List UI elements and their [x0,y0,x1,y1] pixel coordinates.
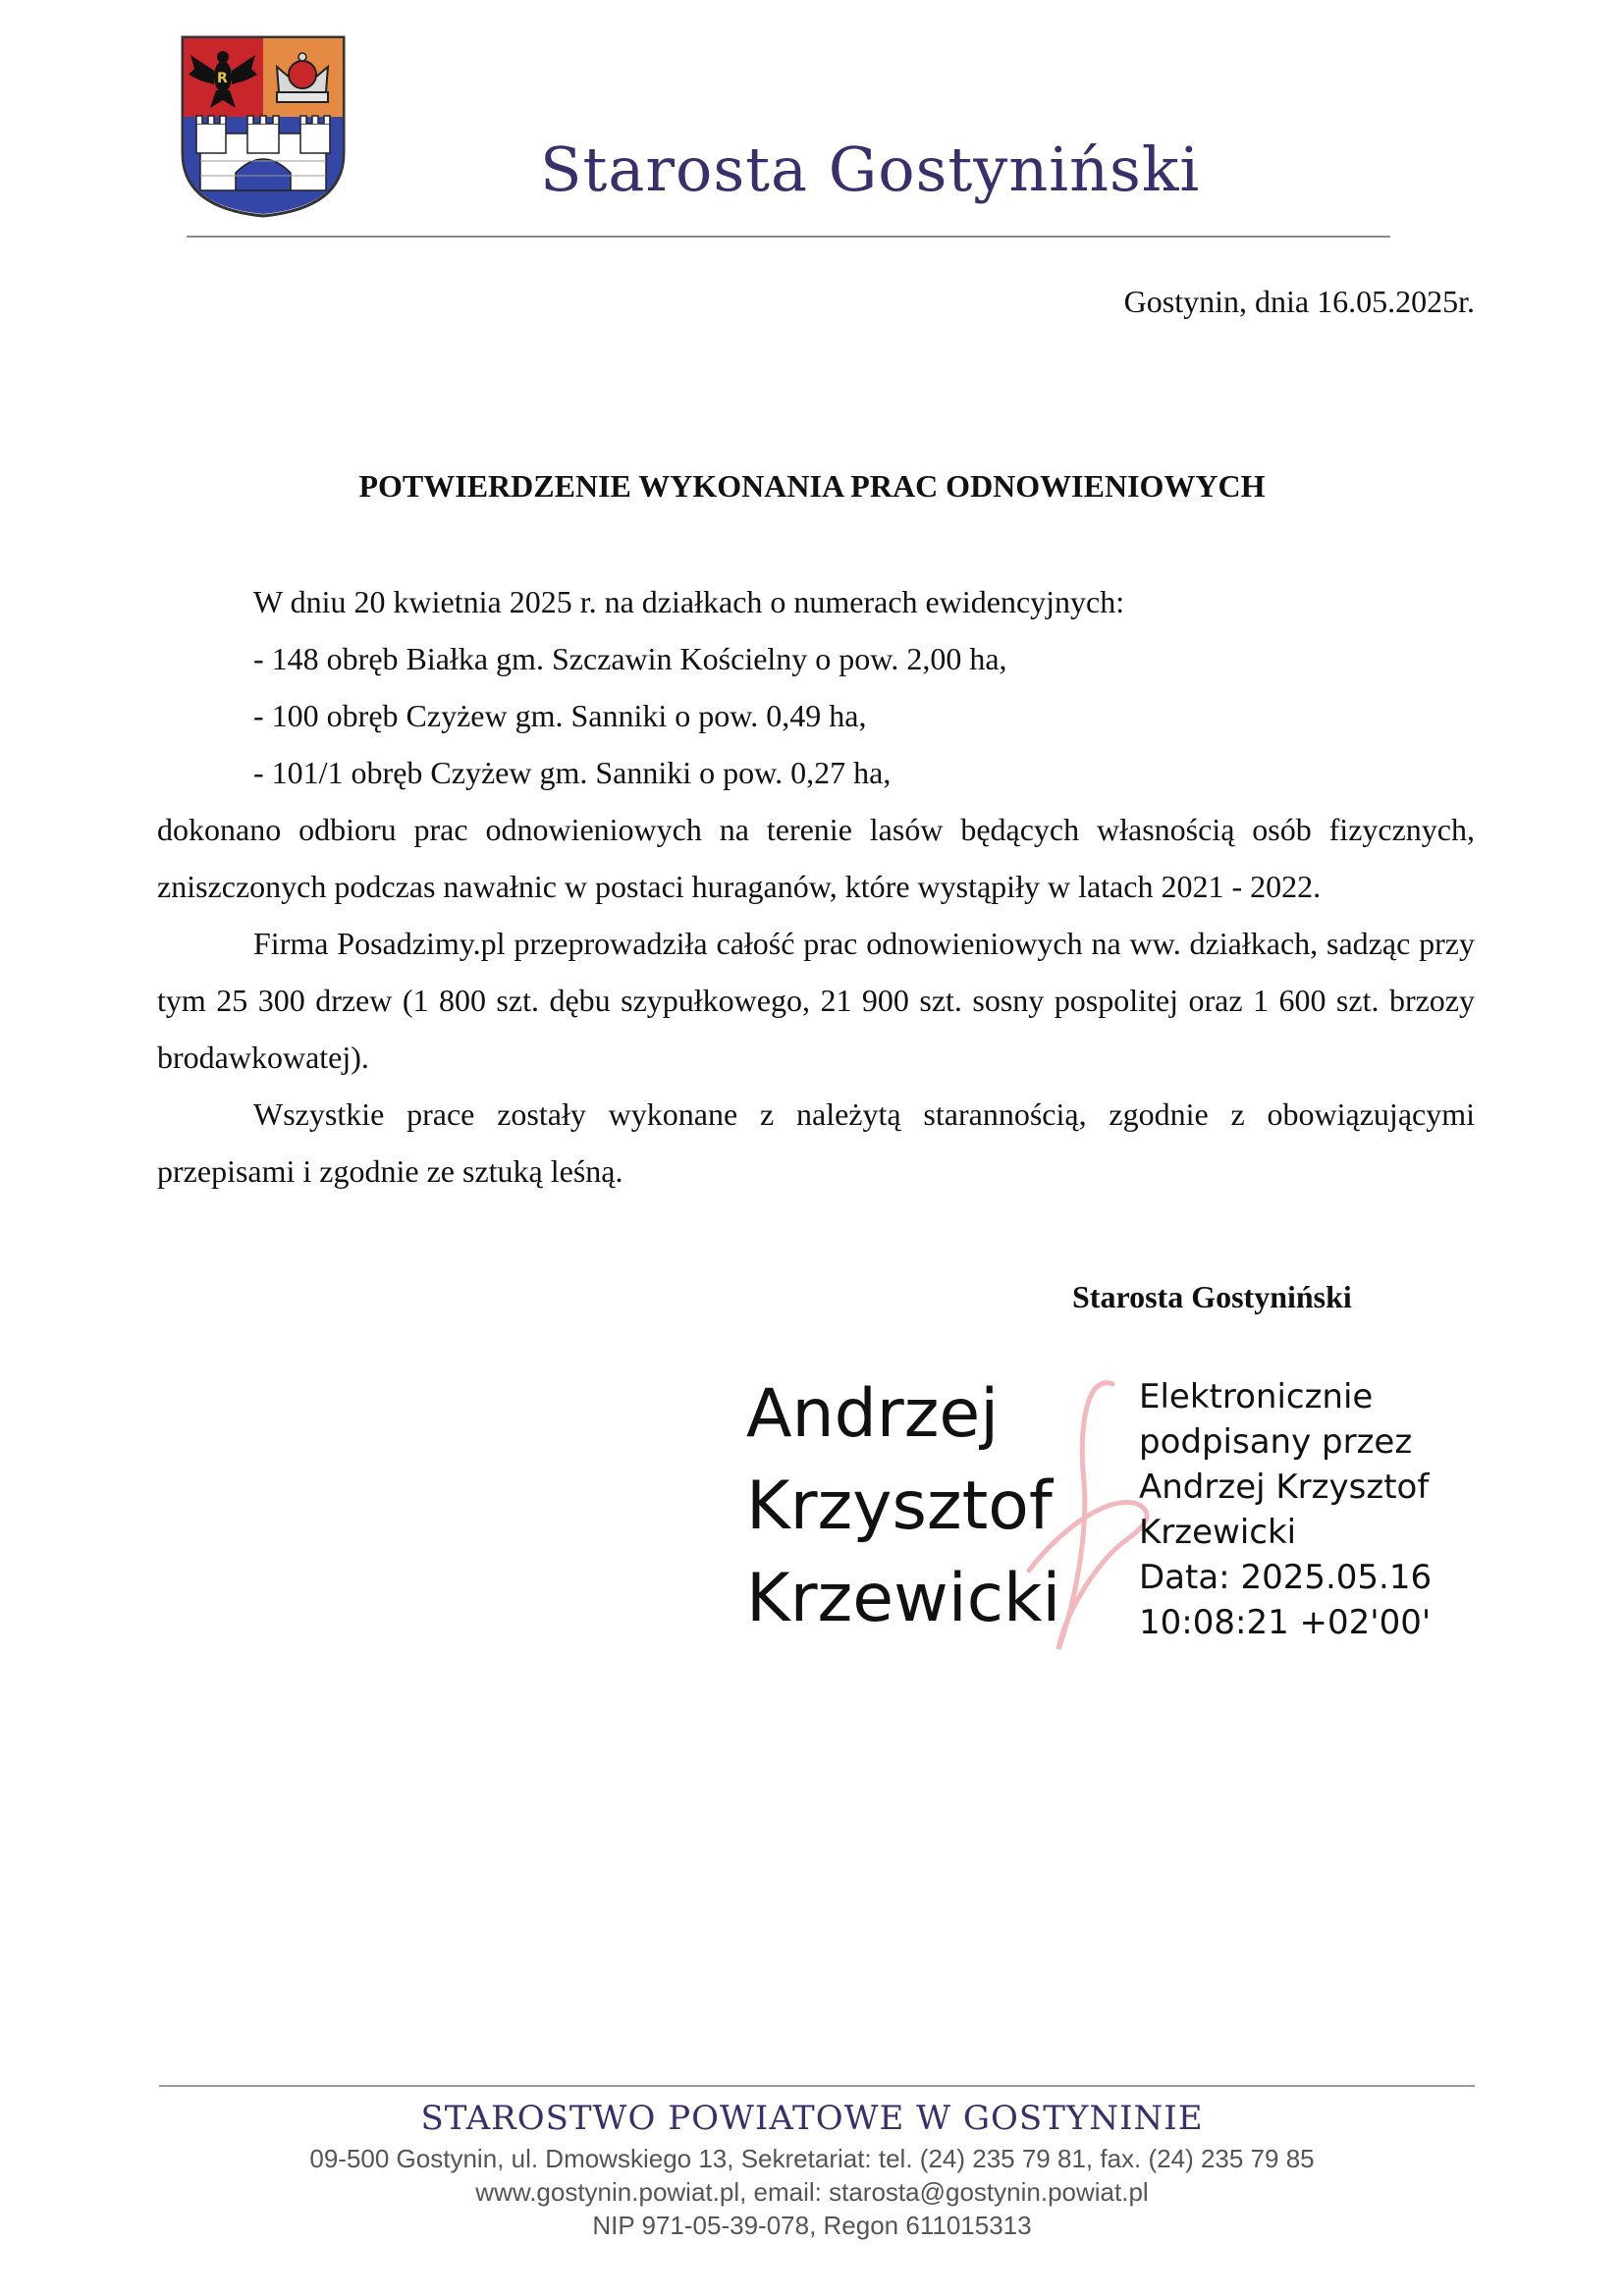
paragraph-planting: Firma Posadzimy.pl przeprowadziła całość prac odnowieniowych na ww. działkach, sadząc przy tym 25 300 drzew (1 800 szt. dębu szypułkowego, 21 900 szt. sosny pospolitej oraz 1 600 szt. brzozy brodawkowatej). [157,926,1475,1075]
document-title: POTWIERDZENIE WYKONANIA PRAC ODNOWIENIOWYCH [358,468,1266,504]
signature-time-line: 10:08:21 +02'00' [1139,1603,1432,1642]
signature-date-line: Data: 2025.05.16 [1139,1558,1433,1597]
signature-name-line: Krzewicki [746,1560,1061,1637]
parcel-item: - 100 obręb Czyżew gm. Sanniki o pow. 0,49 ha, [253,698,867,733]
intro-paragraph: W dniu 20 kwietnia 2025 r. na działkach o numerach ewidencyjnych: [253,584,1125,619]
signature-details [1139,1374,1432,1645]
signature-name [746,1368,1060,1645]
footer-divider [159,2085,1475,2087]
signature-detail-line: Andrzej Krzysztof [1139,1468,1430,1507]
parcel-item: - 101/1 obręb Czyżew gm. Sanniki o pow. 0,27 ha, [253,755,892,790]
parcel-item: - 148 obręb Białka gm. Szczawin Kościelny o pow. 2,00 ha, [253,641,1007,676]
paragraph-conclusion: Wszystkie prace zostały wykonane z należytą starannością, zgodnie z obowiązującymi przepisami i zgodnie ze sztuką leśną. [157,1096,1475,1189]
svg-text:R: R [217,71,228,86]
document-date: Gostynin, dnia 16.05.2025r. [1123,284,1475,319]
footer-address: 09-500 Gostynin, ul. Dmowskiego 13, Sekretariat: tel. (24) 235 79 81, fax. (24) 235 79 85 [309,2144,1315,2173]
header-divider [187,236,1390,238]
coat-of-arms-icon [181,35,346,218]
header-title: Starosta Gostyniński [540,133,1201,205]
footer-ids: NIP 971-05-39-078, Regon 611015313 [592,2211,1032,2240]
document-body [157,573,1475,1200]
signature-detail-line: Elektronicznie [1139,1377,1374,1416]
signature-detail-line: podpisany przez [1139,1422,1413,1462]
signer-title: Starosta Gostyniński [1072,1279,1352,1314]
paragraph-acceptance: dokonano odbioru prac odnowieniowych na terenie lasów będących własnością osób fizycznych, zniszczonych podczas nawałnic w postaci huraganów, które wystąpiły w latach 2021 - 2022. [157,812,1475,904]
signature-detail-line: Krzewicki [1139,1513,1297,1552]
footer-office-name: STAROSTWO POWIATOWE W GOSTYNINIE [420,2099,1204,2138]
footer-web-email: www.gostynin.powiat.pl, email: starosta@gostynin.powiat.pl [475,2177,1149,2207]
signature-name-line: Andrzej [746,1375,1000,1453]
signature-name-line: Krzysztof [746,1468,1053,1545]
footer [0,2095,1624,2242]
